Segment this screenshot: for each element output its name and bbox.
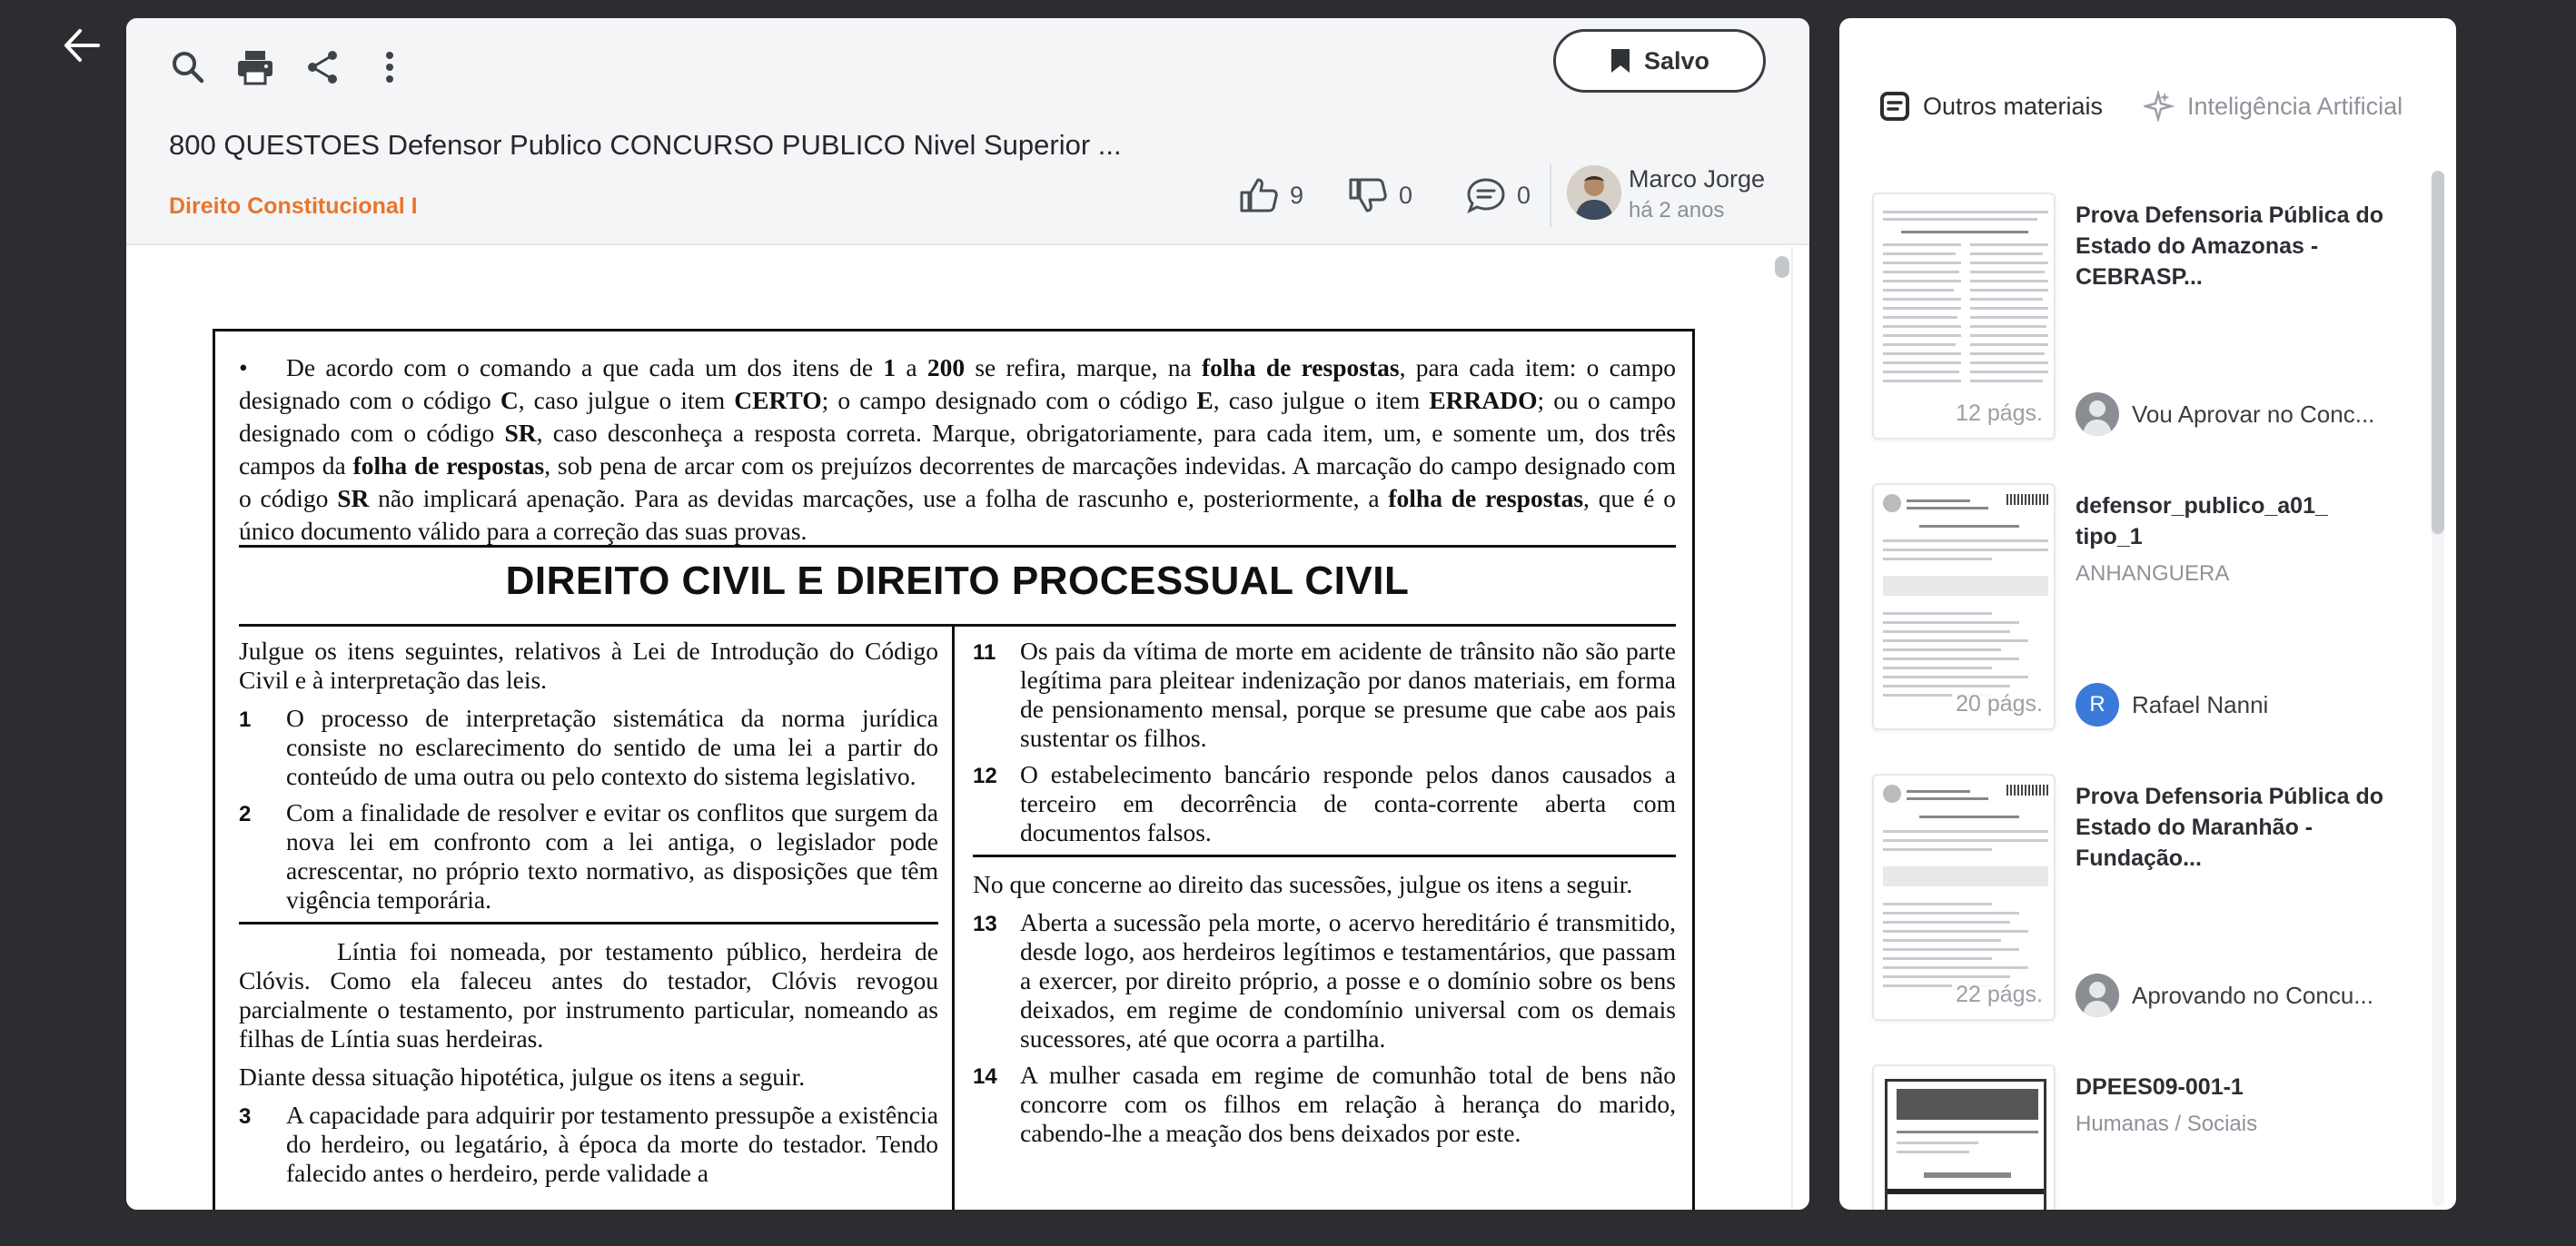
materials-list bbox=[1872, 193, 2417, 1210]
question-item bbox=[239, 704, 938, 791]
material-title: DPEES09-001-1 bbox=[2076, 1074, 2244, 1100]
material-author bbox=[2076, 683, 2268, 727]
material-card[interactable] bbox=[1872, 774, 2417, 1064]
search-button[interactable] bbox=[161, 40, 215, 94]
page-count: 12 págs. bbox=[1952, 400, 2046, 427]
saved-button[interactable] bbox=[1553, 29, 1766, 93]
page-count: 20 págs. bbox=[1952, 691, 2046, 717]
column-divider bbox=[952, 626, 955, 1210]
subject-link[interactable]: Direito Constitucional I bbox=[169, 193, 418, 219]
material-title: Prova Defensoria Pública do Estado do Maranhão - Fundação... bbox=[2076, 784, 2383, 871]
left-column-rule bbox=[239, 922, 938, 925]
share-button[interactable] bbox=[295, 40, 350, 94]
stats-divider bbox=[1550, 163, 1551, 227]
material-author-name: Vou Aprovar no Conc... bbox=[2132, 400, 2375, 428]
question-text: A capacidade para adquirir por testamento pressupõe a existência do herdeiro, ou legatário, à época da morte do testador. Tendo falecido antes o herdeiro, perde validade a bbox=[286, 1101, 938, 1187]
user-silhouette-icon bbox=[2076, 392, 2119, 436]
sparkle-icon bbox=[2144, 91, 2175, 122]
bullet: • bbox=[239, 353, 248, 381]
left-column-intro: Julgue os itens seguintes, relativos à Lei de Introdução do Código Civil e à interpretação das leis. bbox=[239, 637, 938, 694]
page-scroll-track[interactable] bbox=[1791, 247, 1793, 1210]
question-text: Com a finalidade de resolver e evitar os conflitos que surgem da nova lei em confronto com a lei antiga, o legislador pode acrescentar, no próprio texto normativo, as disposições que têm vigência temporária. bbox=[286, 798, 938, 914]
left-column bbox=[239, 637, 938, 1195]
material-author bbox=[2076, 392, 2374, 436]
user-avatar bbox=[2076, 392, 2119, 436]
question-number: 14 bbox=[973, 1064, 997, 1089]
tab-other-materials[interactable] bbox=[1879, 91, 2103, 122]
question-item bbox=[973, 908, 1676, 1053]
document-header bbox=[126, 18, 1809, 245]
page-scrollbar[interactable] bbox=[1775, 256, 1789, 278]
user-avatar bbox=[2076, 974, 2119, 1017]
question-number: 2 bbox=[239, 802, 252, 826]
case-text: Líntia foi nomeada, por testamento público, herdeira de Clóvis. Como ela faleceu antes do testador, Clóvis revogou parcialmente o testamento, por instrumento particular, nomeando as filhas de Líntia suas herdeiras. bbox=[239, 937, 938, 1053]
document-thumbnail bbox=[1872, 483, 2056, 730]
comment-icon bbox=[1466, 177, 1506, 213]
document-page-area[interactable] bbox=[126, 247, 1809, 1210]
sidebar-scrollbar-thumb[interactable] bbox=[2432, 171, 2444, 534]
question-item bbox=[973, 1061, 1676, 1148]
question-text: Aberta a sucessão pela morte, o acervo hereditário é transmitido, desde logo, aos herdeiros legítimos e testamentários, que passam a exercer, por direito próprio, a posse e o domínio sobre os bens deixados, em regime de condomínio universal com os demais sucessores, até que ocorra a partilha. bbox=[1020, 908, 1676, 1053]
dislike-count: 0 bbox=[1399, 181, 1413, 209]
section-rule-bottom bbox=[239, 624, 1676, 627]
question-text: Os pais da vítima de morte em acidente de trânsito não são parte legítima para pleitear indenização por danos materiais, em forma de pensionamento mensal, porque se presume que cabe aos pais sustentar os filhos. bbox=[1020, 637, 1676, 752]
document-title: 800 QUESTOES Defensor Publico CONCURSO PUBLICO Nivel Superior ... bbox=[169, 129, 1122, 161]
related-materials-sidebar bbox=[1839, 18, 2456, 1210]
user-silhouette-icon bbox=[2076, 974, 2119, 1017]
question-item bbox=[973, 760, 1676, 847]
more-vertical-icon bbox=[384, 51, 395, 84]
instructions-paragraph bbox=[239, 351, 1676, 548]
tab-artificial-intelligence[interactable] bbox=[2144, 91, 2403, 122]
arrow-left-icon bbox=[64, 29, 100, 62]
document-list-icon bbox=[1879, 91, 1910, 122]
question-text: O processo de interpretação sistemática da norma jurídica consiste no esclarecimento do sentido de uma lei a partir do conteúdo de uma outra ou pelo contexto do sistema legislativo. bbox=[286, 704, 938, 790]
author-avatar[interactable] bbox=[1567, 165, 1621, 220]
author-photo bbox=[1567, 165, 1621, 220]
thumbs-down-icon bbox=[1348, 177, 1388, 213]
document-thumbnail bbox=[1872, 1064, 2056, 1210]
instructions-text: De acordo com o comando a que cada um dos itens de 1 a 200 se refira, marque, na folha de respostas, para cada item: o campo designado com o código C, caso julgue o item CERTO; o campo designado com o código E, caso julgue o item ERRADO; ou o campo designado com o código SR, caso desconheça a resposta correta. Marque, obrigatoriamente, para cada item, um, e somente um, dos três campos da folha de respostas, sob pena de arcar com os prejuízos decorrentes de marcações indevidas. A marcação do campo designado com o código SR não implicará apenação. Para as devidas marcações, use a folha de rascunho e, posteriormente, a folha de respostas, que é o único documento válido para a correção das suas provas. bbox=[239, 353, 1677, 545]
material-card[interactable] bbox=[1872, 193, 2417, 483]
question-text: A mulher casada em regime de comunhão total de bens não concorre com os filhos em relação à herança do marido, cabendo-lhe a meação dos bens deixados por este. bbox=[1020, 1061, 1676, 1147]
comment-count: 0 bbox=[1517, 181, 1531, 209]
document-page bbox=[213, 329, 1695, 1210]
material-category: ANHANGUERA bbox=[2076, 561, 2230, 586]
saved-label: Salvo bbox=[1643, 46, 1710, 74]
share-icon bbox=[304, 49, 341, 85]
question-item bbox=[239, 798, 938, 915]
document-viewer bbox=[126, 18, 1809, 1210]
material-card[interactable] bbox=[1872, 1064, 2417, 1210]
search-icon bbox=[170, 49, 206, 85]
tab-other-materials-label: Outros materiais bbox=[1923, 92, 2104, 120]
post-date: há 2 anos bbox=[1629, 198, 1725, 222]
comments-button[interactable] bbox=[1466, 173, 1531, 218]
sidebar-scrollbar-track[interactable] bbox=[2432, 171, 2444, 1206]
like-count: 9 bbox=[1290, 181, 1304, 209]
user-avatar: R bbox=[2076, 683, 2119, 727]
material-author-name: Rafael Nanni bbox=[2132, 690, 2269, 718]
right-column-intro: No que concerne ao direito das sucessões, julgue os itens a seguir. bbox=[973, 870, 1633, 898]
section-rule-top bbox=[239, 545, 1676, 548]
right-column bbox=[973, 637, 1676, 1155]
right-column-rule bbox=[973, 855, 1676, 857]
printer-icon bbox=[236, 49, 274, 85]
case-question: Diante dessa situação hipotética, julgue os itens a seguir. bbox=[239, 1063, 806, 1091]
question-number: 3 bbox=[239, 1104, 252, 1129]
material-author bbox=[2076, 974, 2373, 1017]
material-category: Humanas / Sociais bbox=[2076, 1112, 2258, 1136]
question-text: O estabelecimento bancário responde pelos danos causados a terceiro em decorrência de conta-corrente aberta com documentos falsos. bbox=[1020, 760, 1676, 846]
question-item bbox=[973, 637, 1676, 753]
question-number: 12 bbox=[973, 764, 997, 788]
document-thumbnail bbox=[1872, 774, 2056, 1021]
tab-ai-label: Inteligência Artificial bbox=[2187, 92, 2403, 120]
document-thumbnail bbox=[1872, 193, 2056, 440]
question-number: 11 bbox=[973, 640, 996, 665]
author-name[interactable]: Marco Jorge bbox=[1629, 165, 1766, 193]
material-card[interactable] bbox=[1872, 483, 2417, 774]
thumbs-up-icon bbox=[1239, 177, 1279, 213]
print-button[interactable] bbox=[228, 40, 282, 94]
material-title: Prova Defensoria Pública do Estado do Amazonas - CEBRASP... bbox=[2076, 203, 2383, 290]
like-button[interactable] bbox=[1239, 173, 1303, 218]
back-button[interactable] bbox=[56, 20, 107, 71]
question-number: 13 bbox=[973, 912, 997, 936]
question-number: 1 bbox=[239, 707, 252, 732]
material-title: defensor_publico_a01_ tipo_1 bbox=[2076, 493, 2328, 549]
section-title: DIREITO CIVIL E DIREITO PROCESSUAL CIVIL bbox=[505, 559, 1410, 603]
more-options-button[interactable] bbox=[362, 40, 417, 94]
bookmark-icon bbox=[1610, 47, 1631, 74]
dislike-button[interactable] bbox=[1348, 173, 1412, 218]
material-author-name: Aprovando no Concu... bbox=[2132, 981, 2373, 1009]
question-item bbox=[239, 1101, 938, 1188]
page-count: 22 págs. bbox=[1952, 982, 2046, 1008]
